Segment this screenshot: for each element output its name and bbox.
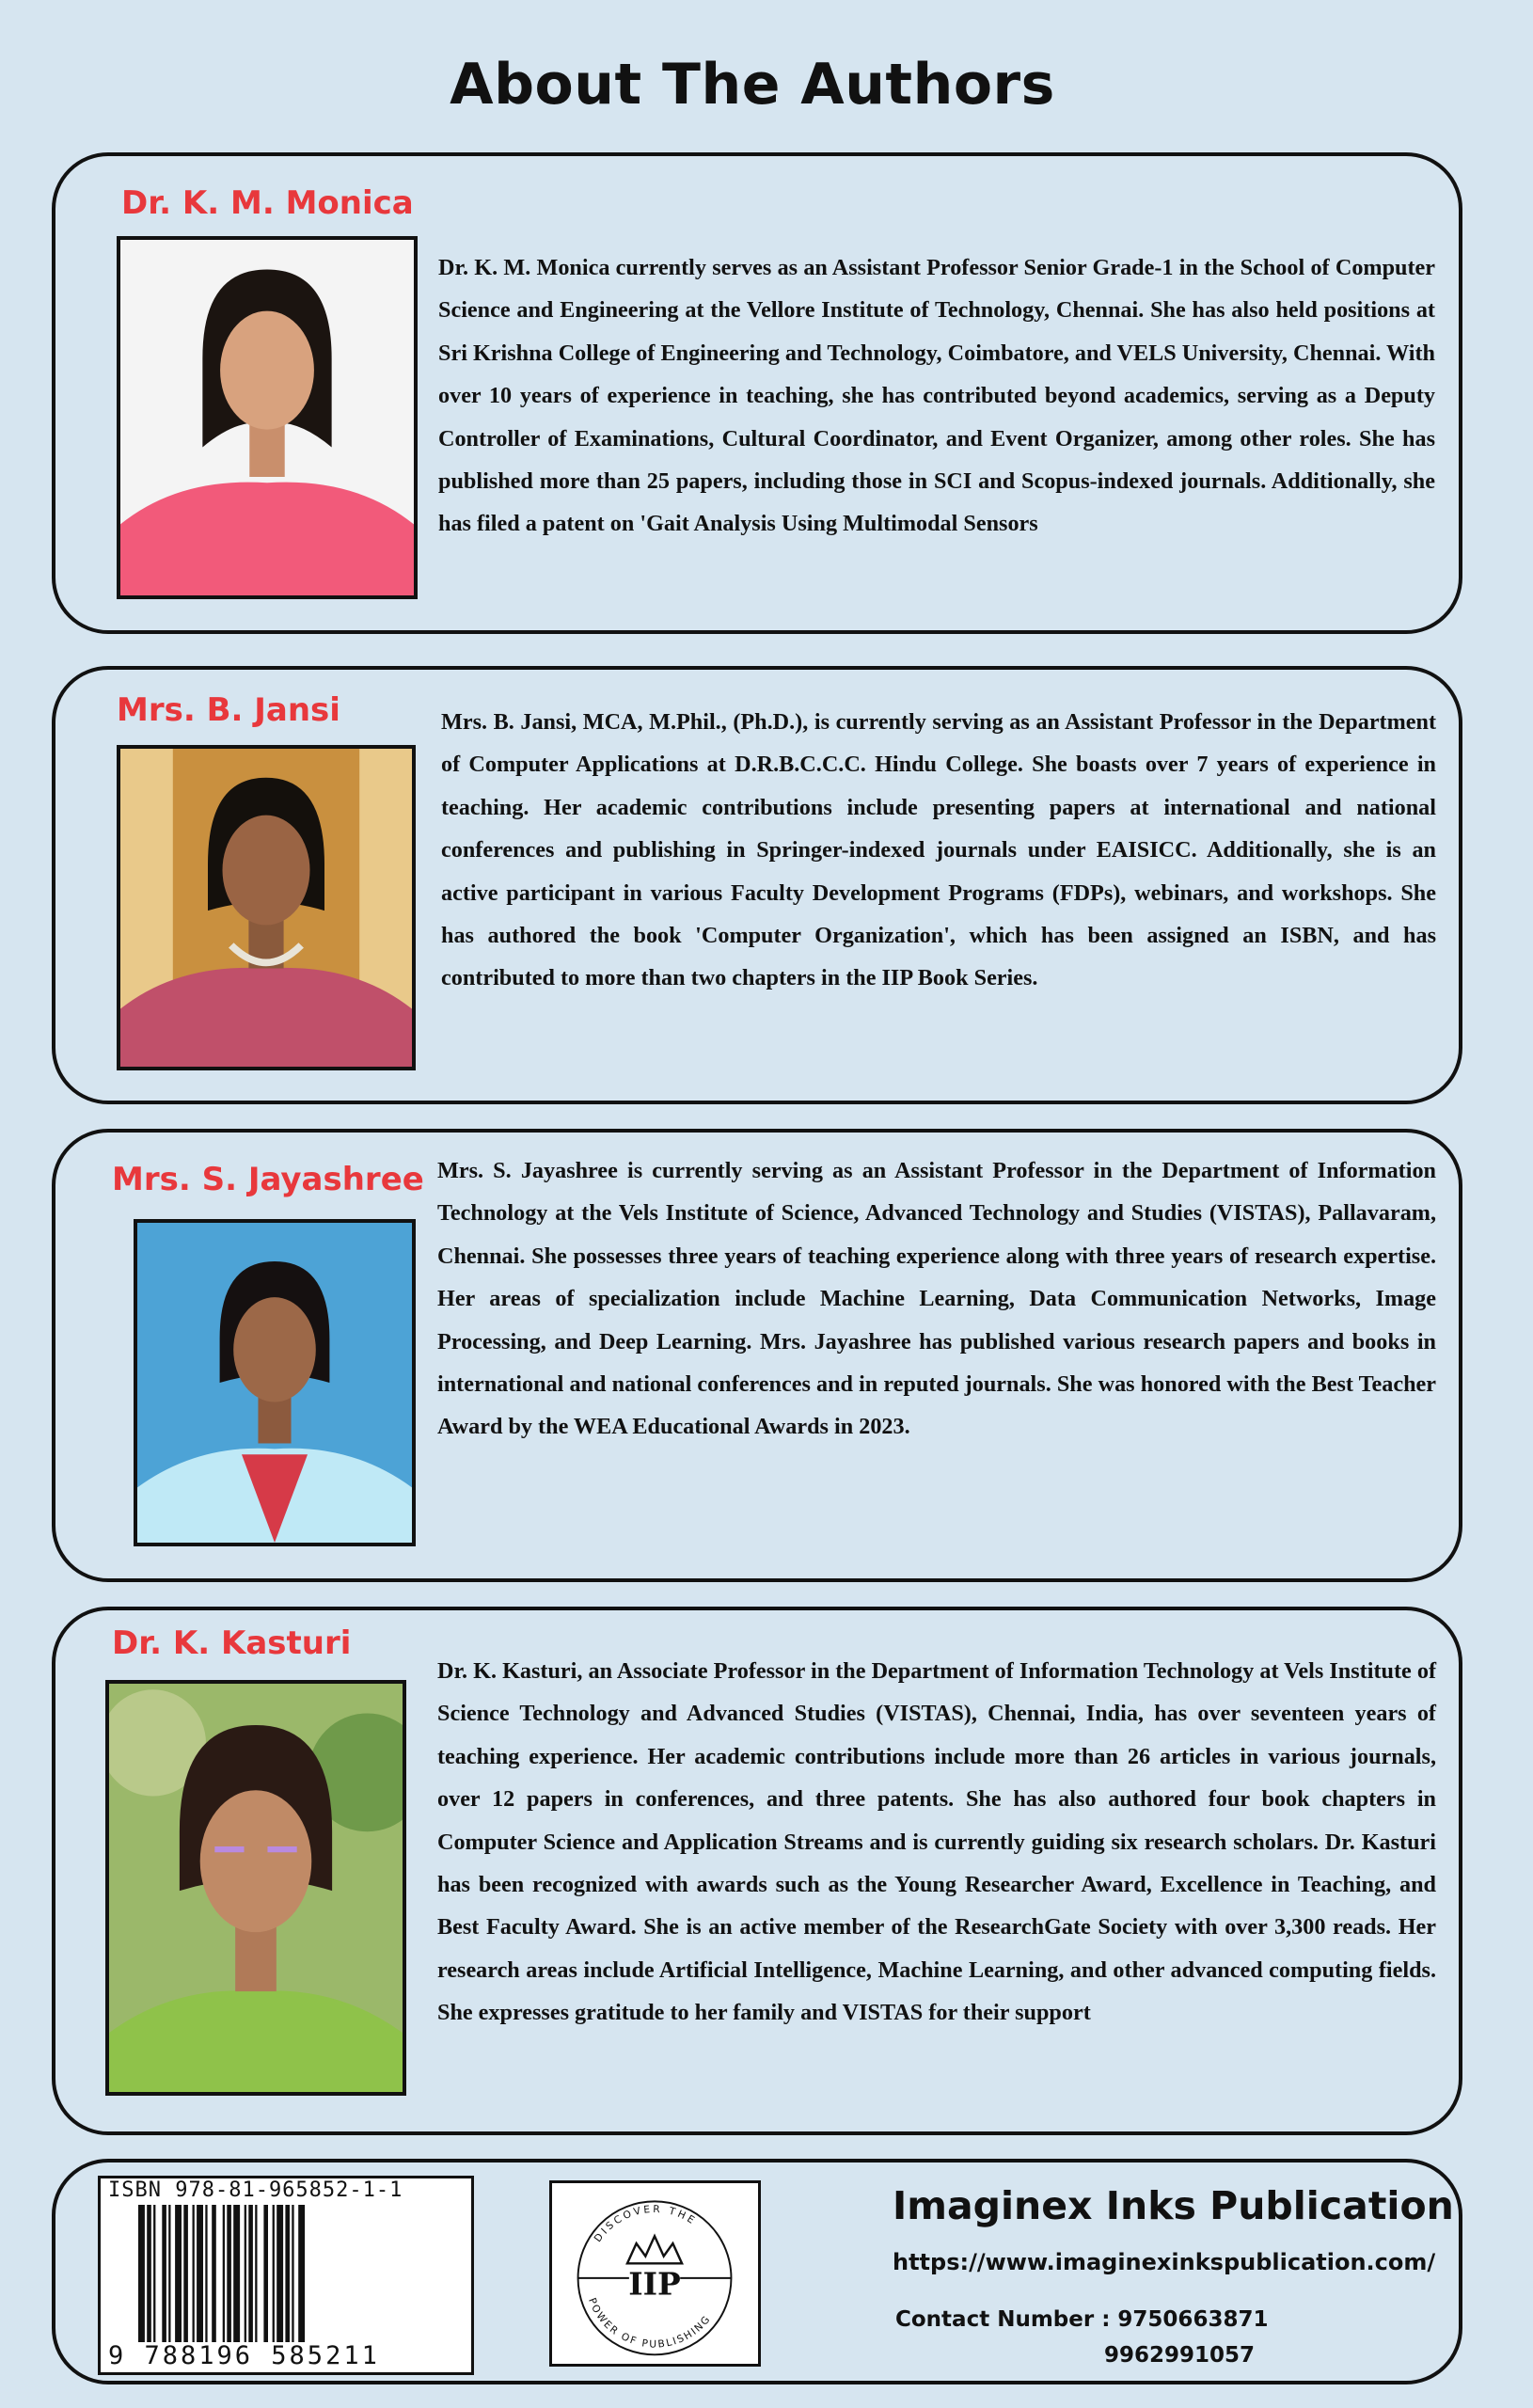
barcode-bar bbox=[233, 2205, 240, 2342]
author-bio: Dr. K. M. Monica currently serves as an Assistant Professor Senior Grade-1 in the School of Computer Science and Engineering at the Vellore Institute of Technology, Chennai. She has also held positions at Sri Krishna College of Engineering and Technology, Coimbatore, and VELS University, Chennai. With over 10 years of experience in teaching, she has contributed beyond academics, serving as a Deputy Controller of Examinations, Cultural Coordinator, and Event Organizer, among other roles. She has published more than 25 papers, including those in SCI and Scopus-indexed journals. Additionally, she has filed a patent on 'Gait Analysis Using Multimodal Sensors bbox=[438, 255, 1435, 537]
barcode-bar bbox=[285, 2205, 290, 2342]
author-bio: Mrs. B. Jansi, MCA, M.Phil., (Ph.D.), is currently serving as an Assistant Professor in the Department of Computer Applications at D.R.B.C.C.C. Hindu College. She boasts over 7 years of experience in teaching. Her academic contributions include presenting papers at international and national conferences and publishing in Springer-indexed journals under EAISICC. Additionally, she is an active participant in various Faculty Development Programs (FDPs), webinars, and workshops. She has authored the book 'Computer Organization', which has been assigned an ISBN, and has contributed to more than two chapters in the IIP Book Series. bbox=[441, 709, 1436, 991]
portrait-icon bbox=[137, 1223, 412, 1543]
author-photo bbox=[105, 1680, 406, 2096]
portrait-icon bbox=[120, 749, 412, 1067]
publisher-footer bbox=[52, 2159, 1462, 2384]
barcode-digits: 9 788196 585211 bbox=[108, 2341, 380, 2370]
barcode-bar bbox=[298, 2205, 305, 2342]
portrait-icon bbox=[109, 1684, 403, 2092]
phone-number-1: 9750663871 bbox=[1117, 2307, 1269, 2332]
barcode-bar bbox=[175, 2205, 182, 2342]
author-name: Mrs. B. Jansi bbox=[117, 691, 340, 729]
barcode-bar bbox=[223, 2205, 225, 2342]
portrait-icon bbox=[120, 240, 414, 595]
barcode-bar bbox=[212, 2205, 216, 2342]
publisher-name: Imaginex Inks Publication bbox=[893, 2183, 1454, 2228]
author-name: Dr. K. Kasturi bbox=[112, 1624, 352, 1662]
logo-monogram: IIP bbox=[628, 2265, 681, 2303]
author-card-kasturi bbox=[52, 1607, 1462, 2135]
barcode-bar bbox=[162, 2205, 166, 2342]
logo-ring-top: DISCOVER THE bbox=[591, 2202, 700, 2245]
publisher-logo bbox=[549, 2180, 761, 2367]
barcode-bar bbox=[292, 2205, 293, 2342]
barcode-icon bbox=[138, 2205, 439, 2342]
publisher-website[interactable]: https://www.imaginexinkspublication.com/ bbox=[893, 2249, 1436, 2275]
svg-text:DISCOVER THE bbox=[592, 2203, 699, 2244]
barcode-bar bbox=[153, 2205, 155, 2342]
barcode-bar bbox=[205, 2205, 207, 2342]
author-card-monica bbox=[52, 152, 1462, 634]
barcode-bar bbox=[255, 2205, 257, 2342]
isbn-barcode bbox=[98, 2176, 474, 2375]
barcode-bar bbox=[197, 2205, 203, 2342]
contact-numbers bbox=[895, 2302, 1268, 2373]
contact-label: Contact Number : bbox=[895, 2307, 1111, 2332]
barcode-bar bbox=[273, 2205, 275, 2342]
barcode-bar bbox=[245, 2205, 246, 2342]
isbn-label: ISBN 978-81-965852-1-1 bbox=[108, 2178, 403, 2202]
author-bio: Mrs. S. Jayashree is currently serving as an Assistant Professor in the Department of Information Technology at the Vels Institute of Science, Advanced Technology and Studies (VISTAS), Pallavaram, Chennai. She possesses three years of teaching experience along with three years of research expertise. Her areas of specialization include Machine Learning, Data Communication Networks, Image Processing, and Deep Learning. Mrs. Jayashree has published various research papers and books in international and national conferences and in reputed journals. She was honored with the Best Teacher Award by the WEA Educational Awards in 2023. bbox=[437, 1158, 1436, 1440]
logo-ring-bottom: POWER OF PUBLISHING bbox=[586, 2296, 714, 2351]
author-photo bbox=[117, 236, 418, 599]
author-name: Dr. K. M. Monica bbox=[121, 184, 414, 222]
barcode-bar bbox=[227, 2205, 231, 2342]
barcode-bar bbox=[147, 2205, 151, 2342]
phone-number-2: 9962991057 bbox=[1104, 2343, 1256, 2368]
barcode-bar bbox=[183, 2205, 188, 2342]
barcode-bar bbox=[168, 2205, 170, 2342]
barcode-bar bbox=[263, 2205, 268, 2342]
crown-logo-icon bbox=[552, 2183, 758, 2364]
svg-text:POWER OF PUBLISHING bbox=[586, 2296, 714, 2351]
author-card-jansi bbox=[52, 666, 1462, 1104]
author-photo bbox=[117, 745, 416, 1070]
barcode-bar bbox=[277, 2205, 283, 2342]
barcode-bar bbox=[248, 2205, 253, 2342]
author-name: Mrs. S. Jayashree bbox=[112, 1161, 424, 1198]
barcode-bar bbox=[138, 2205, 145, 2342]
page-title: About The Authors bbox=[450, 52, 1055, 118]
author-bio: Dr. K. Kasturi, an Associate Professor in the Department of Information Technology at Vels Institute of Science Technology and Advanced Studies (VISTAS), Chennai, India, has over seventeen years of teaching experience. Her academic contributions include more than 26 articles in various journals, over 12 papers in conferences, and three patents. She has also authored four book chapters in Computer Science and Application Streams and is currently guiding six research scholars. Dr. Kasturi has been recognized with awards such as the Young Researcher Award, Excellence in Teaching, and Best Faculty Award. She is an active member of the ResearchGate Society with over 3,300 reads. Her research areas include Artificial Intelligence, Machine Learning, and other advanced computing fields. She expresses gratitude to her family and VISTAS for their support bbox=[437, 1658, 1436, 2026]
barcode-bar bbox=[193, 2205, 195, 2342]
author-card-jayashree bbox=[52, 1129, 1462, 1582]
author-photo bbox=[134, 1219, 416, 1546]
